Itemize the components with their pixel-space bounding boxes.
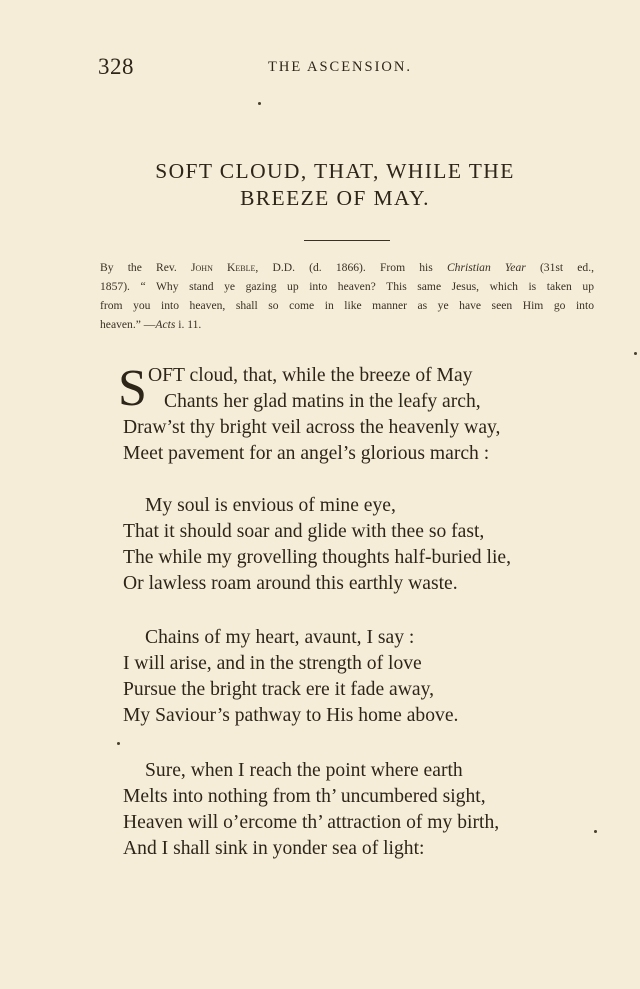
note-edition: (31st ed.,: [539, 261, 595, 274]
poem-line: Sure, when I reach the point where earth: [145, 760, 463, 781]
hymn-title: [0, 158, 640, 212]
note-work: Christian Year: [446, 261, 526, 274]
page-header: [0, 50, 640, 80]
poem-line: My soul is envious of mine eye,: [145, 495, 396, 516]
poem-line: The while my grovelling thoughts half-buried lie,: [123, 547, 511, 568]
poem-line: I will arise, and in the strength of love: [123, 653, 422, 674]
author-note-line-3: from you into heaven, shall so come in like manner as ye have seen Him go into: [100, 299, 594, 312]
poem-line: Draw’st thy bright veil across the heavenly way,: [123, 417, 501, 438]
running-head: THE ASCENSION.: [267, 59, 412, 75]
poem-line: And I shall sink in yonder sea of light:: [123, 838, 425, 859]
author-note: [100, 258, 594, 334]
poem-line: Pursue the bright track ere it fade away,: [123, 679, 435, 700]
title-divider: [304, 240, 390, 241]
note-ref: Acts: [155, 318, 176, 331]
poem-line: Chains of my heart, avaunt, I say :: [145, 627, 415, 648]
hymn-title-line-2: BREEZE OF MAY.: [240, 186, 430, 210]
page-number: 328: [98, 54, 134, 79]
note-author: John Keble: [191, 261, 256, 274]
print-speck: [258, 102, 261, 105]
poem-line: Chants her glad matins in the leafy arch,: [164, 391, 481, 412]
print-speck: [634, 352, 637, 355]
poem-line: OFT cloud, that, while the breeze of May: [148, 365, 473, 386]
poem-line: Meet pavement for an angel’s glorious march :: [123, 443, 490, 464]
poem-line: Heaven will o’ercome th’ attraction of my birth,: [123, 812, 500, 833]
drop-cap: S: [118, 360, 147, 417]
note-credentials: , D.D. (d. 1866). From his: [255, 261, 433, 274]
poem-line: My Saviour’s pathway to His home above.: [123, 705, 459, 726]
author-note-line-2: 1857). “ Why stand ye gazing up into heaven? This same Jesus, which is taken up: [100, 280, 594, 293]
author-note-line-1: [100, 258, 594, 277]
hymn-title-line-1: SOFT CLOUD, THAT, WHILE THE: [155, 159, 515, 183]
note-by: By the Rev.: [100, 261, 177, 274]
note-ref-num: i. 11.: [178, 318, 202, 331]
poem-line: That it should soar and glide with thee so fast,: [123, 521, 485, 542]
print-speck: [117, 742, 120, 745]
print-speck: [594, 830, 597, 833]
poem-line: Melts into nothing from th’ uncumbered sight,: [123, 786, 486, 807]
author-note-line-4: [100, 315, 594, 334]
note-line4-start: heaven.” —: [100, 318, 156, 331]
poem-line: Or lawless roam around this earthly waste.: [123, 573, 458, 594]
